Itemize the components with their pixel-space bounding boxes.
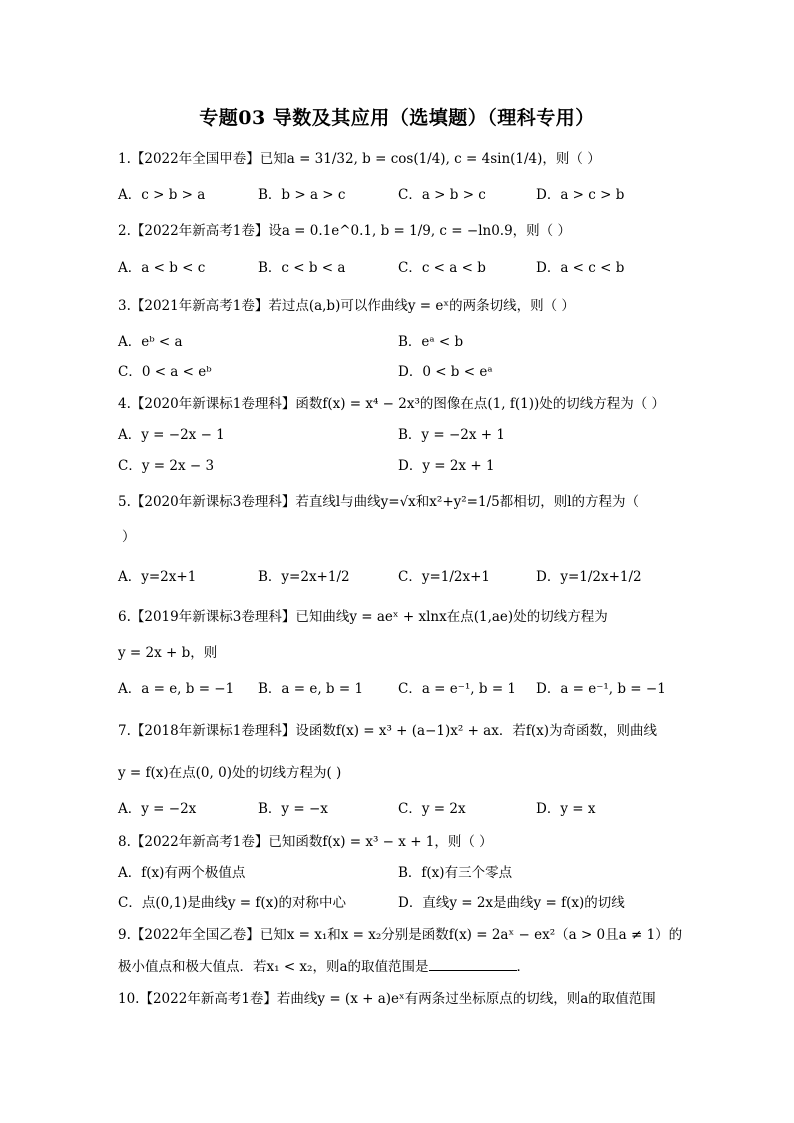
- q1-option-c[interactable]: C．a > b > c: [398, 187, 486, 203]
- q6-option-a[interactable]: A．a = e, b = −1: [118, 681, 235, 697]
- question-4-stem: 4.【2020年新课标1卷理科】函数f(x) = x⁴ − 2x³的图像在点(1, f(1))处的切线方程为（ ）: [118, 396, 666, 412]
- question-5-stem-cont: ）: [122, 529, 136, 545]
- q4-option-b[interactable]: B．y = −2x + 1: [398, 427, 505, 443]
- q8-option-a[interactable]: A．f(x)有两个极值点: [118, 865, 246, 881]
- question-5-stem: 5.【2020年新课标3卷理科】若直线l与曲线y=√x和x²+y²=1/5都相切，则l的方程为（: [118, 494, 640, 510]
- q2-option-a[interactable]: A．a < b < c: [118, 260, 206, 276]
- question-3-stem: 3.【2021年新高考1卷】若过点(a,b)可以作曲线y = eˣ的两条切线，则（ ）: [118, 298, 575, 314]
- q5-option-a[interactable]: A．y=2x+1: [118, 569, 197, 585]
- q5-option-b[interactable]: B．y=2x+1/2: [258, 569, 350, 585]
- q7-option-c[interactable]: C．y = 2x: [398, 801, 466, 817]
- q8-option-c[interactable]: C．点(0,1)是曲线y = f(x)的对称中心: [118, 895, 346, 911]
- q6-option-d[interactable]: D．a = e⁻¹, b = −1: [536, 681, 666, 697]
- q6-option-c[interactable]: C．a = e⁻¹, b = 1: [398, 681, 517, 697]
- q3-option-c[interactable]: C．0 < a < eᵇ: [118, 364, 212, 380]
- question-6-stem-cont: y = 2x + b，则: [118, 645, 218, 661]
- question-2-stem: 2.【2022年新高考1卷】设a = 0.1e^0.1, b = 1/9, c = −ln0.9，则（ ）: [118, 223, 571, 239]
- question-9-end: ．: [516, 959, 530, 975]
- question-9-text: 极小值点和极大值点．若x₁ < x₂，则a的取值范围是: [118, 959, 429, 975]
- q2-option-b[interactable]: B．c < b < a: [258, 260, 346, 276]
- question-1-stem: 1.【2022年全国甲卷】已知a = 31/32, b = cos(1/4), c = 4sin(1/4)，则（ ）: [118, 151, 601, 167]
- q4-option-c[interactable]: C．y = 2x − 3: [118, 458, 215, 474]
- q4-option-d[interactable]: D．y = 2x + 1: [398, 458, 495, 474]
- q1-option-b[interactable]: B．b > a > c: [258, 187, 346, 203]
- q5-option-c[interactable]: C．y=1/2x+1: [398, 569, 491, 585]
- q6-option-b[interactable]: B．a = e, b = 1: [258, 681, 364, 697]
- q7-option-b[interactable]: B．y = −x: [258, 801, 328, 817]
- q4-option-a[interactable]: A．y = −2x − 1: [118, 427, 225, 443]
- page-title: 专题03 导数及其应用（选填题）（理科专用）: [199, 107, 595, 129]
- q7-option-d[interactable]: D．y = x: [536, 801, 596, 817]
- q3-option-b[interactable]: B．eᵃ < b: [398, 334, 464, 350]
- question-9-stem-cont: [118, 958, 678, 976]
- question-8-stem: 8.【2022年新高考1卷】已知函数f(x) = x³ − x + 1，则（ ）: [118, 834, 493, 850]
- answer-blank[interactable]: [429, 958, 517, 971]
- q1-option-d[interactable]: D．a > c > b: [536, 187, 625, 203]
- q2-option-d[interactable]: D．a < c < b: [536, 260, 625, 276]
- question-9-stem: 9.【2022年全国乙卷】已知x = x₁和x = x₂分别是函数f(x) = 2aˣ − ex²（a > 0且a ≠ 1）的: [118, 927, 683, 943]
- question-7-stem: 7.【2018年新课标1卷理科】设函数f(x) = x³ + (a−1)x² + ax．若f(x)为奇函数，则曲线: [118, 723, 657, 739]
- q3-option-a[interactable]: A．eᵇ < a: [118, 334, 183, 350]
- q5-option-d[interactable]: D．y=1/2x+1/2: [536, 569, 642, 585]
- q2-option-c[interactable]: C．c < a < b: [398, 260, 486, 276]
- q7-option-a[interactable]: A．y = −2x: [118, 801, 197, 817]
- question-10-stem: 10.【2022年新高考1卷】若曲线y = (x + a)eˣ有两条过坐标原点的切线，则a的取值范围: [118, 991, 656, 1007]
- question-7-stem-cont: y = f(x)在点(0, 0)处的切线方程为( ): [118, 765, 342, 781]
- question-6-stem: 6.【2019年新课标3卷理科】已知曲线y = aeˣ + xlnx在点(1,ae)处的切线方程为: [118, 609, 608, 625]
- q1-option-a[interactable]: A．c > b > a: [118, 187, 206, 203]
- q8-option-d[interactable]: D．直线y = 2x是曲线y = f(x)的切线: [398, 895, 625, 911]
- q8-option-b[interactable]: B．f(x)有三个零点: [398, 865, 513, 881]
- q3-option-d[interactable]: D．0 < b < eᵃ: [398, 364, 493, 380]
